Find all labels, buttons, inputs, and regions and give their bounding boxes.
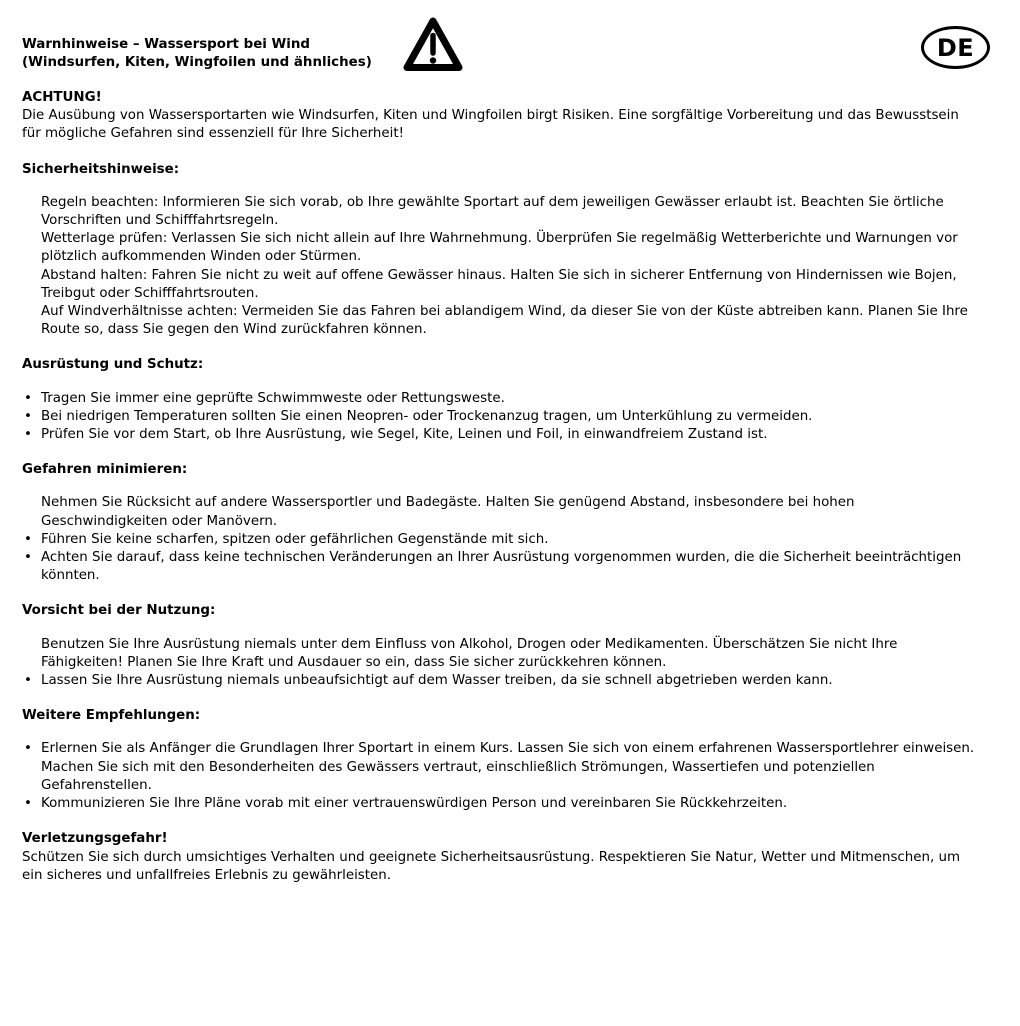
section-gefahren-minimieren [22,461,990,585]
item-list [22,636,977,691]
list-item [22,795,977,813]
list-item-text: Benutzen Sie Ihre Ausrüstung niemals unter dem Einfluss von Alkohol, Drogen oder Medikamenten. Überschätzen Sie nicht Ihre Fähigkeiten! Planen Sie Ihre Kraft und Ausdauer so ein, dass Sie sicher zurückkehren können. [41,636,898,670]
list-item-text: Lassen Sie Ihre Ausrüstung niemals unbeaufsichtigt auf dem Wasser treiben, da sie schnell abgetrieben werden kann. [41,673,833,689]
warning-triangle-icon [403,16,463,74]
page-title [22,36,372,72]
document-header [22,0,990,86]
list-item [22,390,977,408]
bullet-icon: • [24,550,32,566]
section-vorsicht-bei-der-nutzung [22,602,990,690]
list-item-text: Wetterlage prüfen: Verlassen Sie sich nicht allein auf Ihre Wahrnehmung. Überprüfen Sie regelmäßig Wetterberichte und Warnungen vor plötzlich aufkommenden Winden oder Stürmen. [41,231,958,265]
list-item [22,636,977,672]
list-item-text: Regeln beachten: Informieren Sie sich vorab, ob Ihre gewählte Sportart auf dem jeweiligen Gewässer erlaubt ist. Beachten Sie örtliche Vorschriften und Schifffahrtsregeln. [41,194,944,229]
language-badge [921,26,990,69]
item-list [22,494,977,585]
section-heading: Vorsicht bei der Nutzung: [22,603,216,619]
section-ausruestung-und-schutz [22,356,990,444]
list-item [22,740,977,758]
section-heading: Weitere Empfehlungen: [22,708,201,724]
list-item [22,426,977,444]
language-badge-label: DE [936,33,975,62]
list-item-text: Erlernen Sie als Anfänger die Grundlagen Ihrer Sportart in einem Kurs. Lassen Sie sich von einem erfahrenen Wassersportlehrer einweisen. [41,741,975,757]
list-item [22,531,977,549]
list-item [22,194,977,230]
list-item-text: Kommunizieren Sie Ihre Pläne vorab mit einer vertrauenswürdigen Person und vereinbaren Sie Rückkehrzeiten. [41,796,788,812]
title-line-2: (Windsurfen, Kiten, Wingfoilen und ähnliches) [22,55,372,71]
list-item-text: Prüfen Sie vor dem Start, ob Ihre Ausrüstung, wie Segel, Kite, Leinen und Foil, in einwandfreiem Zustand ist. [41,427,768,443]
section-heading: ACHTUNG! [22,90,102,105]
list-item [22,230,977,266]
section-heading: Sicherheitshinweise: [22,161,180,177]
list-item-text: Bei niedrigen Temperaturen sollten Sie einen Neopren- oder Trockenanzug tragen, um Unterkühlung zu vermeiden. [41,408,813,424]
bullet-icon: • [24,741,32,757]
list-item [22,303,977,339]
item-list [22,740,977,813]
section-sicherheitshinweise [22,161,990,340]
section-heading: Gefahren minimieren: [22,462,188,478]
list-item [22,549,977,585]
title-line-1: Warnhinweise – Wassersport bei Wind [22,37,311,52]
bullet-icon: • [24,531,32,547]
section-verletzungsgefahr [22,830,990,885]
list-item-text: Abstand halten: Fahren Sie nicht zu weit auf offene Gewässer hinaus. Halten Sie sich in sicherer Entfernung von Hindernissen wie Bojen, Treibgut oder Schifffahrtsrouten. [41,267,957,301]
list-item [22,494,977,530]
list-item [22,759,977,795]
section-heading: Ausrüstung und Schutz: [22,357,204,373]
section-heading: Verletzungsgefahr! [22,831,168,847]
section-achtung [22,89,990,144]
list-item-text: Tragen Sie immer eine geprüfte Schwimmweste oder Rettungsweste. [41,390,505,406]
list-item [22,267,977,303]
section-weitere-empfehlungen [22,707,990,813]
list-item-text: Führen Sie keine scharfen, spitzen oder gefährlichen Gegenstände mit sich. [41,531,549,547]
paragraph: Schützen Sie sich durch umsichtiges Verhalten und geeignete Sicherheitsausrüstung. Respektieren Sie Natur, Wetter und Mitmenschen, um ein sicheres und unfallfreies Erlebnis zu gewährleisten. [22,849,961,883]
bullet-icon: • [24,427,32,443]
list-item-text: Achten Sie darauf, dass keine technischen Veränderungen an Ihrer Ausrüstung vorgenommen wurden, die die Sicherheit beeinträchtigen könnten. [41,550,962,584]
item-list [22,390,977,445]
list-item-text: Nehmen Sie Rücksicht auf andere Wassersportler und Badegäste. Halten Sie genügend Abstand, insbesondere bei hohen Geschwindigkeiten oder Manövern. [41,495,855,529]
list-item-text: Machen Sie sich mit den Besonderheiten des Gewässers vertraut, einschließlich Strömungen, Wassertiefen und potenziellen Gefahrenstellen. [41,759,875,793]
list-item-text: Auf Windverhältnisse achten: Vermeiden Sie das Fahren bei ablandigem Wind, da dieser Sie von der Küste abtreiben kann. Planen Sie Ihre Route so, dass Sie gegen den Wind zurückfahren können. [41,304,968,338]
list-item [22,672,977,690]
bullet-icon: • [24,796,32,812]
bullet-icon: • [24,673,32,689]
bullet-icon: • [24,408,32,424]
paragraph: Die Ausübung von Wassersportarten wie Windsurfen, Kiten und Wingfoilen birgt Risiken. Eine sorgfältige Vorbereitung und das Bewusstsein für mögliche Gefahren sind essenziell für Ihre Sicherheit! [22,108,959,142]
bullet-icon: • [24,390,32,406]
item-list [22,194,977,340]
list-item [22,408,977,426]
